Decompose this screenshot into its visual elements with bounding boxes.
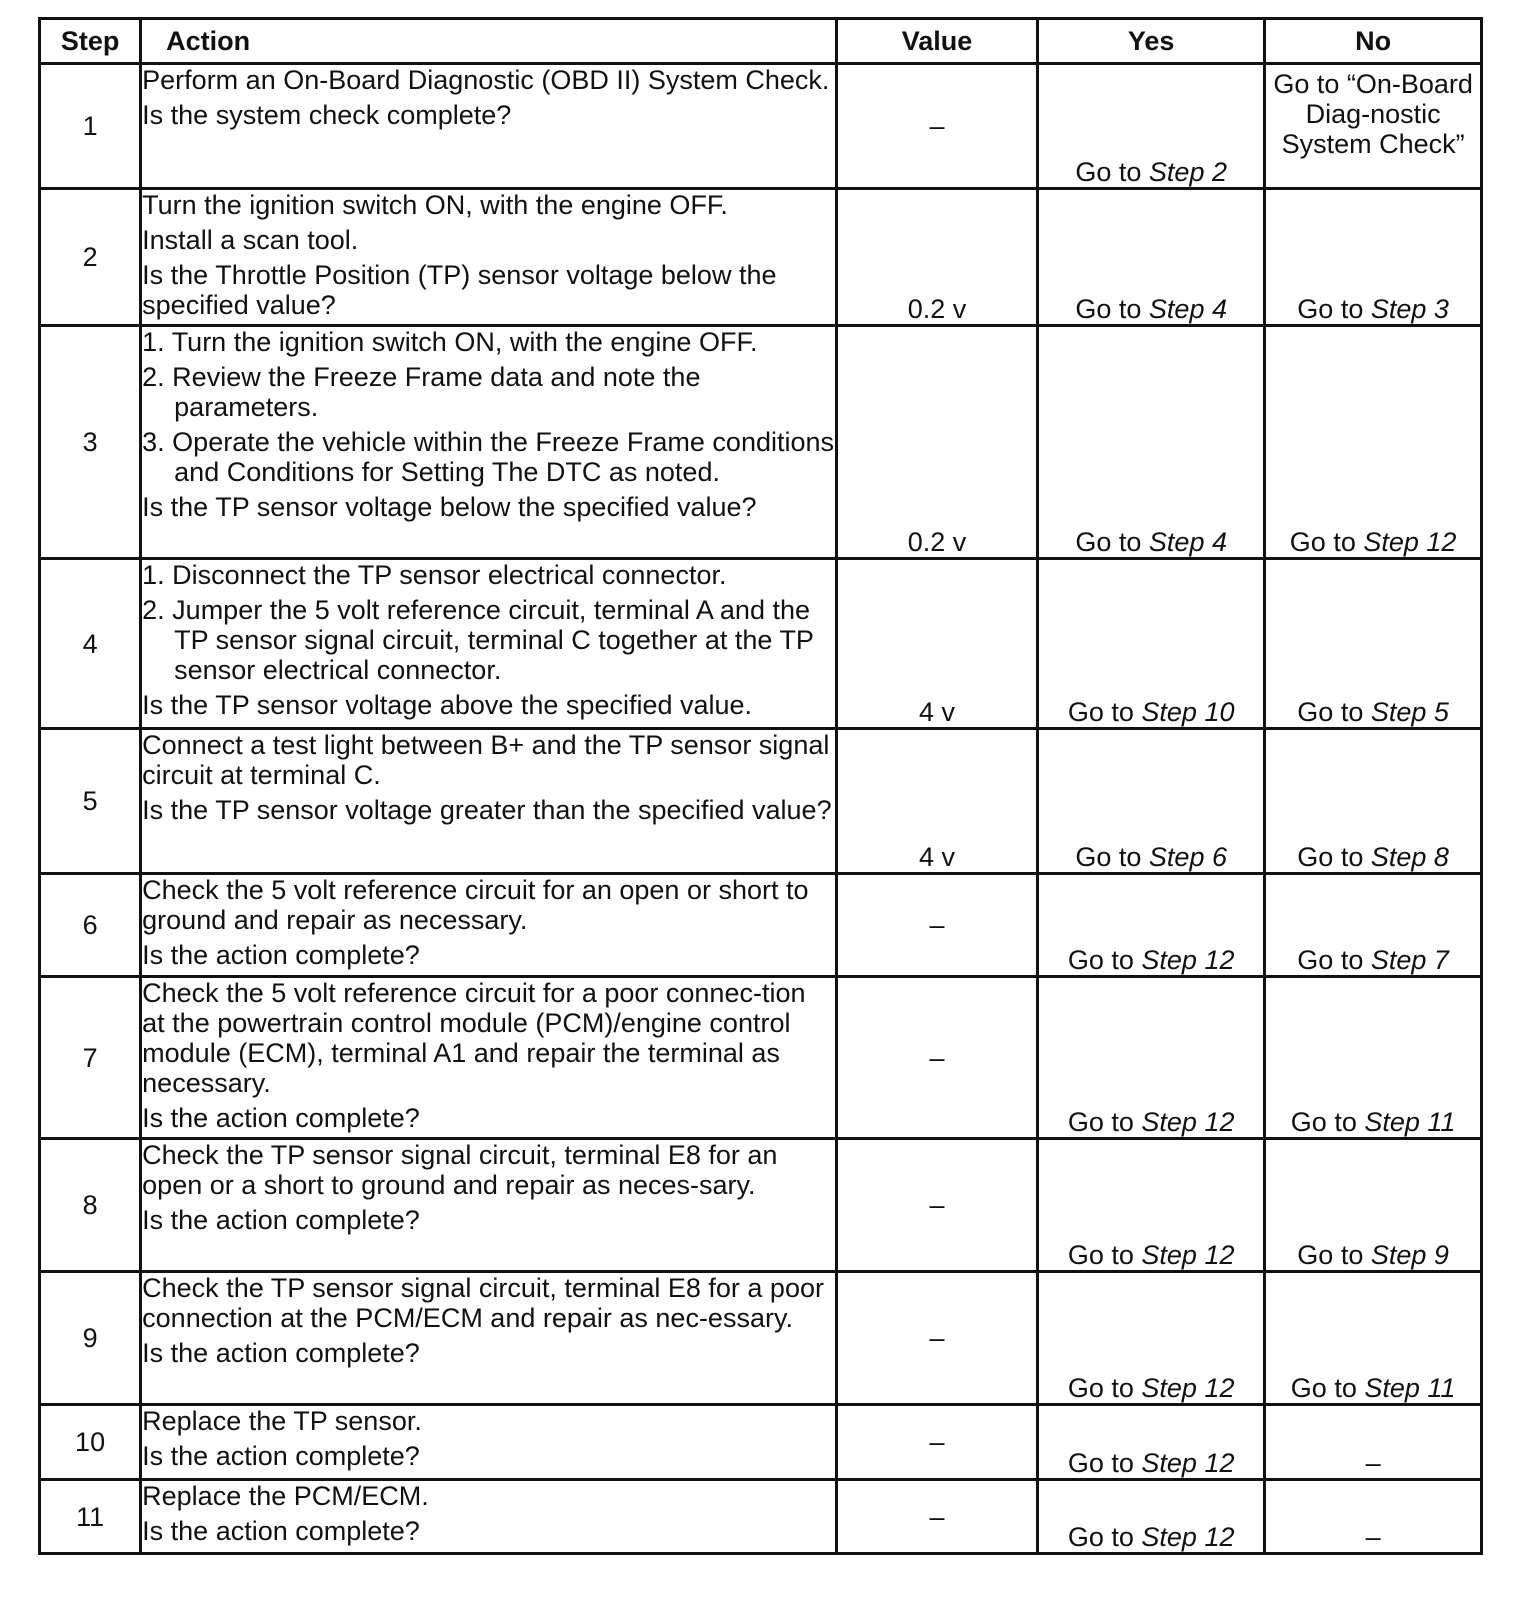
value-cell: – xyxy=(836,64,1037,189)
action-cell xyxy=(141,729,837,874)
value-cell: 4 v xyxy=(836,729,1037,874)
table-row xyxy=(40,977,1482,1139)
step-number: 5 xyxy=(40,729,141,874)
action-list-item: 2. Review the Freeze Frame data and note the parameters. xyxy=(142,362,701,422)
goto-prefix: Go to xyxy=(1297,697,1371,727)
action-list-item: 3. Operate the vehicle within the Freeze Frame conditions and Conditions for Setting The DTC as noted. xyxy=(142,427,835,487)
goto-prefix: Go to xyxy=(1297,294,1371,324)
no-cell: – xyxy=(1265,1480,1482,1554)
no-cell xyxy=(1265,326,1482,559)
action-paragraph: Replace the PCM/ECM. xyxy=(142,1481,429,1511)
goto-step-reference: Step 4 xyxy=(1148,294,1227,324)
action-paragraph: Replace the TP sensor. xyxy=(142,1406,422,1436)
action-cell xyxy=(141,874,837,977)
action-paragraph: Is the action complete? xyxy=(142,940,420,970)
goto-prefix: Go to xyxy=(1067,1373,1142,1403)
step-number: 2 xyxy=(40,189,141,326)
value-cell: 0.2 v xyxy=(836,189,1037,326)
goto-prefix: Go to xyxy=(1297,1240,1371,1270)
goto-prefix: Go to xyxy=(1297,842,1371,872)
step-number: 9 xyxy=(40,1272,141,1405)
header-action: Action xyxy=(141,19,837,64)
goto-prefix: Go to xyxy=(1297,945,1371,975)
goto-prefix: Go to xyxy=(1075,157,1149,187)
yes-cell xyxy=(1038,189,1265,326)
yes-cell xyxy=(1038,559,1265,729)
no-cell xyxy=(1265,1272,1482,1405)
no-cell xyxy=(1265,1139,1482,1272)
goto-step-reference: Step 9 xyxy=(1370,1240,1449,1270)
step-number: 7 xyxy=(40,977,141,1139)
action-cell xyxy=(141,64,837,189)
yes-cell xyxy=(1038,874,1265,977)
action-cell xyxy=(141,1272,837,1405)
goto-prefix: Go to xyxy=(1290,1373,1365,1403)
goto-step-reference: Step 8 xyxy=(1370,842,1449,872)
step-number: 1 xyxy=(40,64,141,189)
yes-cell xyxy=(1038,1480,1265,1554)
step-number: 8 xyxy=(40,1139,141,1272)
action-paragraph: Is the Throttle Position (TP) sensor voltage below the specified value? xyxy=(142,260,777,320)
goto-step-reference: Step 7 xyxy=(1370,945,1449,975)
action-list-item: 1. Turn the ignition switch ON, with the engine OFF. xyxy=(142,327,758,357)
goto-prefix: Go to xyxy=(1289,527,1364,557)
goto-step-reference: Step 5 xyxy=(1370,697,1449,727)
diagnostic-table xyxy=(38,17,1483,1555)
table-row xyxy=(40,189,1482,326)
goto-step-reference: Step 6 xyxy=(1148,842,1227,872)
yes-cell xyxy=(1038,1139,1265,1272)
goto-prefix: Go to xyxy=(1067,697,1142,727)
action-paragraph: Perform an On-Board Diagnostic (OBD II) System Check. xyxy=(142,65,830,95)
goto-step-reference: Step 3 xyxy=(1370,294,1449,324)
yes-cell xyxy=(1038,1405,1265,1480)
goto-prefix: Go to xyxy=(1290,1107,1365,1137)
header-step: Step xyxy=(40,19,141,64)
no-cell xyxy=(1265,874,1482,977)
action-cell xyxy=(141,189,837,326)
step-number: 11 xyxy=(40,1480,141,1554)
header-row xyxy=(40,19,1482,64)
goto-step-reference: Step 12 xyxy=(1141,1240,1235,1270)
action-paragraph: Turn the ignition switch ON, with the engine OFF. xyxy=(142,190,728,220)
no-cell xyxy=(1265,189,1482,326)
no-cell xyxy=(1265,559,1482,729)
action-paragraph: Check the 5 volt reference circuit for a poor connec-tion at the powertrain control module (PCM)/engine control module (ECM), terminal A1 and repair the terminal as necessary. xyxy=(142,978,806,1098)
yes-cell xyxy=(1038,64,1265,189)
goto-prefix: Go to xyxy=(1067,1522,1142,1552)
goto-prefix: Go to xyxy=(1067,1240,1142,1270)
action-cell xyxy=(141,977,837,1139)
table-row xyxy=(40,874,1482,977)
goto-step-reference: Step 11 xyxy=(1364,1107,1456,1137)
table-row xyxy=(40,326,1482,559)
action-cell xyxy=(141,559,837,729)
goto-step-reference: Step 11 xyxy=(1364,1373,1456,1403)
action-paragraph: Is the action complete? xyxy=(142,1441,420,1471)
action-question: Is the TP sensor voltage above the specified value. xyxy=(142,690,753,720)
yes-cell xyxy=(1038,977,1265,1139)
action-list-item: 2. Jumper the 5 volt reference circuit, terminal A and the TP sensor signal circuit, terminal C together at the TP sensor electrical connector. xyxy=(142,595,814,685)
goto-prefix: Go to xyxy=(1075,527,1149,557)
action-paragraph: Is the action complete? xyxy=(142,1516,420,1546)
goto-step-reference: Step 12 xyxy=(1141,945,1235,975)
goto-prefix: Go to xyxy=(1075,294,1149,324)
goto-prefix: Go to xyxy=(1067,945,1142,975)
action-paragraph: Is the TP sensor voltage greater than the specified value? xyxy=(142,795,832,825)
value-cell: – xyxy=(836,1272,1037,1405)
diagnostic-table-container xyxy=(38,17,1483,1555)
action-paragraph: Install a scan tool. xyxy=(142,225,359,255)
no-cell xyxy=(1265,729,1482,874)
value-cell: – xyxy=(836,1139,1037,1272)
goto-prefix: Go to xyxy=(1075,842,1149,872)
header-yes: Yes xyxy=(1038,19,1265,64)
yes-cell xyxy=(1038,326,1265,559)
goto-step-reference: Step 12 xyxy=(1141,1448,1235,1478)
goto-prefix: Go to xyxy=(1067,1107,1142,1137)
no-cell xyxy=(1265,977,1482,1139)
action-list-item: 1. Disconnect the TP sensor electrical connector. xyxy=(142,560,727,590)
action-cell xyxy=(141,1405,837,1480)
table-row xyxy=(40,1480,1482,1554)
step-number: 4 xyxy=(40,559,141,729)
table-row xyxy=(40,559,1482,729)
action-paragraph: Is the action complete? xyxy=(142,1103,420,1133)
table-row xyxy=(40,1139,1482,1272)
goto-step-reference: Step 2 xyxy=(1148,157,1227,187)
goto-step-reference: Step 12 xyxy=(1141,1522,1235,1552)
action-paragraph: Check the TP sensor signal circuit, terminal E8 for a poor connection at the PCM/ECM and repair as nec-essary. xyxy=(142,1273,824,1333)
yes-cell xyxy=(1038,729,1265,874)
action-question: Is the TP sensor voltage below the specified value? xyxy=(142,492,757,522)
action-cell xyxy=(141,1480,837,1554)
action-paragraph: Check the 5 volt reference circuit for an open or short to ground and repair as necessary. xyxy=(142,875,809,935)
action-paragraph: Is the action complete? xyxy=(142,1338,420,1368)
yes-cell xyxy=(1038,1272,1265,1405)
goto-step-reference: Step 4 xyxy=(1148,527,1227,557)
no-cell: Go to “On-Board Diag-nostic System Check” xyxy=(1265,64,1482,189)
value-cell: – xyxy=(836,977,1037,1139)
goto-step-reference: Step 10 xyxy=(1141,697,1235,727)
table-row xyxy=(40,1272,1482,1405)
action-cell xyxy=(141,1139,837,1272)
table-row xyxy=(40,729,1482,874)
action-paragraph: Check the TP sensor signal circuit, terminal E8 for an open or a short to ground and repair as neces-sary. xyxy=(142,1140,778,1200)
goto-step-reference: Step 12 xyxy=(1141,1373,1235,1403)
table-row xyxy=(40,1405,1482,1480)
value-cell: – xyxy=(836,874,1037,977)
goto-step-reference: Step 12 xyxy=(1363,527,1457,557)
action-paragraph: Is the action complete? xyxy=(142,1205,420,1235)
value-cell: – xyxy=(836,1480,1037,1554)
action-paragraph: Connect a test light between B+ and the TP sensor signal circuit at terminal C. xyxy=(142,730,830,790)
action-paragraph: Is the system check complete? xyxy=(142,100,512,130)
no-cell: – xyxy=(1265,1405,1482,1480)
value-cell: – xyxy=(836,1405,1037,1480)
step-number: 10 xyxy=(40,1405,141,1480)
action-cell xyxy=(141,326,837,559)
header-value: Value xyxy=(836,19,1037,64)
value-cell: 4 v xyxy=(836,559,1037,729)
header-no: No xyxy=(1265,19,1482,64)
step-number: 3 xyxy=(40,326,141,559)
value-cell: 0.2 v xyxy=(836,326,1037,559)
goto-prefix: Go to xyxy=(1067,1448,1142,1478)
table-body xyxy=(40,64,1482,1554)
step-number: 6 xyxy=(40,874,141,977)
table-row xyxy=(40,64,1482,189)
goto-step-reference: Step 12 xyxy=(1141,1107,1235,1137)
